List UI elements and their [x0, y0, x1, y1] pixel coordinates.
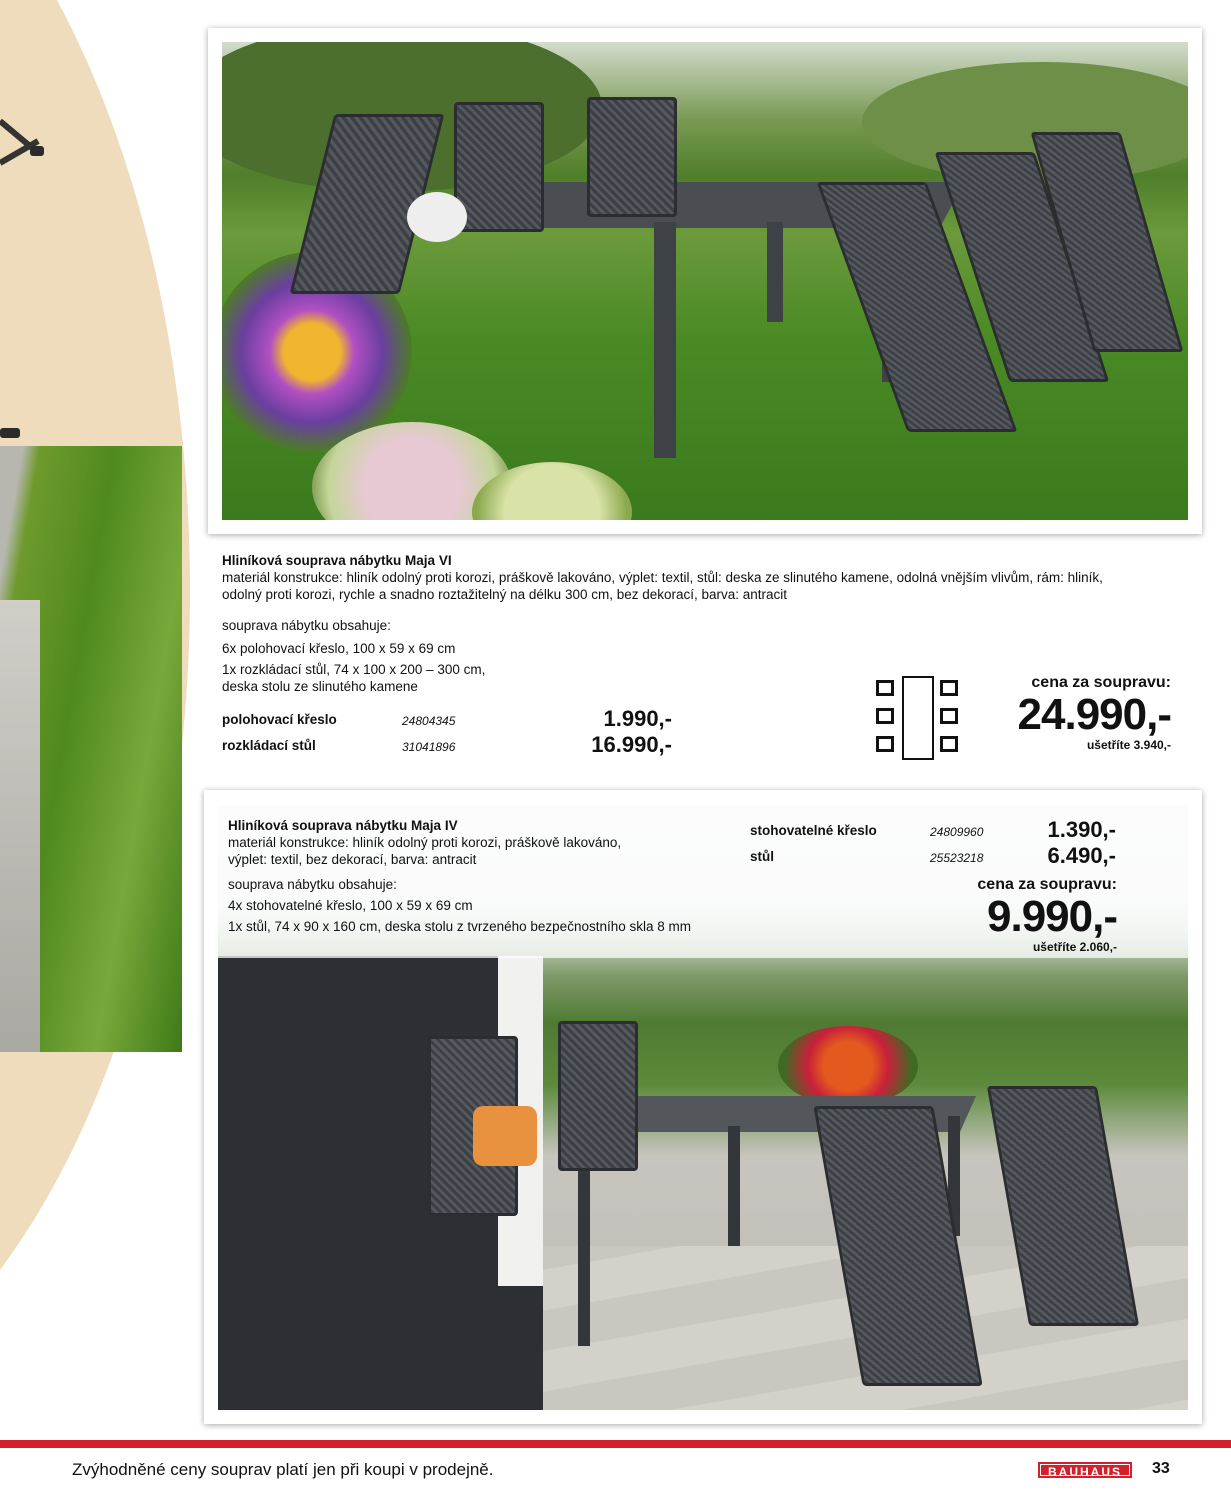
maja-vi-photo	[222, 42, 1188, 520]
item-price: 16.990,-	[591, 732, 672, 757]
contents-item: deska stolu ze slinutého kamene	[222, 679, 418, 694]
chair-square	[876, 708, 894, 724]
item-price: 1.390,-	[1047, 817, 1116, 842]
left-decor	[0, 0, 200, 1440]
item-name: rozkládací stůl	[222, 738, 316, 753]
item-code: 25523218	[930, 851, 984, 865]
set-price-block	[977, 876, 1117, 954]
umbrella-joint	[30, 146, 44, 156]
table-leg	[728, 1126, 740, 1246]
chair	[587, 97, 677, 217]
orange-cushion	[473, 1106, 537, 1166]
umbrella-base	[0, 428, 20, 438]
item-price: 1.990,-	[603, 706, 672, 731]
contents-item: 1x rozkládací stůl, 74 x 100 x 200 – 300 cm,	[222, 662, 486, 677]
contents-item: 6x polohovací křeslo, 100 x 59 x 69 cm	[222, 641, 456, 656]
contents-heading: souprava nábytku obsahuje:	[228, 877, 397, 892]
flower-bouquet	[778, 1026, 918, 1106]
chair-square	[876, 736, 894, 752]
item-name: polohovací křeslo	[222, 712, 337, 727]
item-name: stůl	[750, 849, 775, 864]
contents-item: 4x stohovatelné křeslo, 100 x 59 x 69 cm	[228, 898, 473, 913]
table-shape	[902, 676, 934, 760]
page-number: 33	[1152, 1460, 1170, 1477]
set-price-label: cena za soupravu:	[1031, 674, 1171, 691]
item-code: 31041896	[402, 740, 456, 754]
top-photo-frame	[208, 28, 1202, 534]
table-leg	[654, 222, 676, 458]
chair-square	[940, 736, 958, 752]
footer-note: Zvýhodněné ceny souprav platí jen při koupi v prodejně.	[72, 1460, 494, 1479]
contents-heading: souprava nábytku obsahuje:	[222, 618, 391, 633]
product-title: Hliníková souprava nábytku Maja VI	[222, 553, 452, 568]
set-price: 9.990,-	[987, 892, 1117, 941]
savings: ušetříte 2.060,-	[1032, 940, 1117, 954]
chair	[558, 1021, 638, 1171]
maja-iv-description-block	[228, 817, 708, 935]
item-code: 24809960	[930, 825, 984, 839]
table-leg	[767, 222, 783, 322]
set-price-block	[1018, 674, 1171, 752]
product-description: materiál konstrukce: hliník odolný proti korozi, práškově lakováno, výplet: textil, bez dekorací, barva: antracit	[228, 835, 622, 867]
table-chairs-layout-icon	[874, 676, 962, 760]
chair-square	[940, 708, 958, 724]
chair	[454, 102, 544, 232]
item-name: stohovatelné křeslo	[750, 823, 877, 838]
item-code: 24804345	[402, 714, 456, 728]
footer-divider	[0, 1440, 1231, 1448]
chair-square	[940, 680, 958, 696]
item-price: 6.490,-	[1047, 843, 1116, 868]
cushion	[407, 192, 467, 242]
product-description: materiál konstrukce: hliník odolný proti korozi, práškově lakováno, výplet: textil, stůl: deska ze slinutého kamene, odolná vnějším vlivům, rám: hliník, odolný proti korozi, rychle a snadno roztažitelný na délku 300 cm, bez dekorací, barva: antracit	[222, 570, 1103, 602]
product-title: Hliníková souprava nábytku Maja IV	[228, 818, 458, 833]
stone-path	[0, 600, 40, 1052]
chair-square	[876, 680, 894, 696]
savings: ušetříte 3.940,-	[1086, 738, 1171, 752]
contents-item: 1x stůl, 74 x 90 x 160 cm, deska stolu z tvrzeného bezpečnostního skla 8 mm	[228, 919, 691, 934]
set-price: 24.990,-	[1017, 690, 1171, 739]
bauhaus-logo: BAUHAUS	[1038, 1462, 1132, 1478]
set-price-label: cena za soupravu:	[977, 876, 1117, 893]
